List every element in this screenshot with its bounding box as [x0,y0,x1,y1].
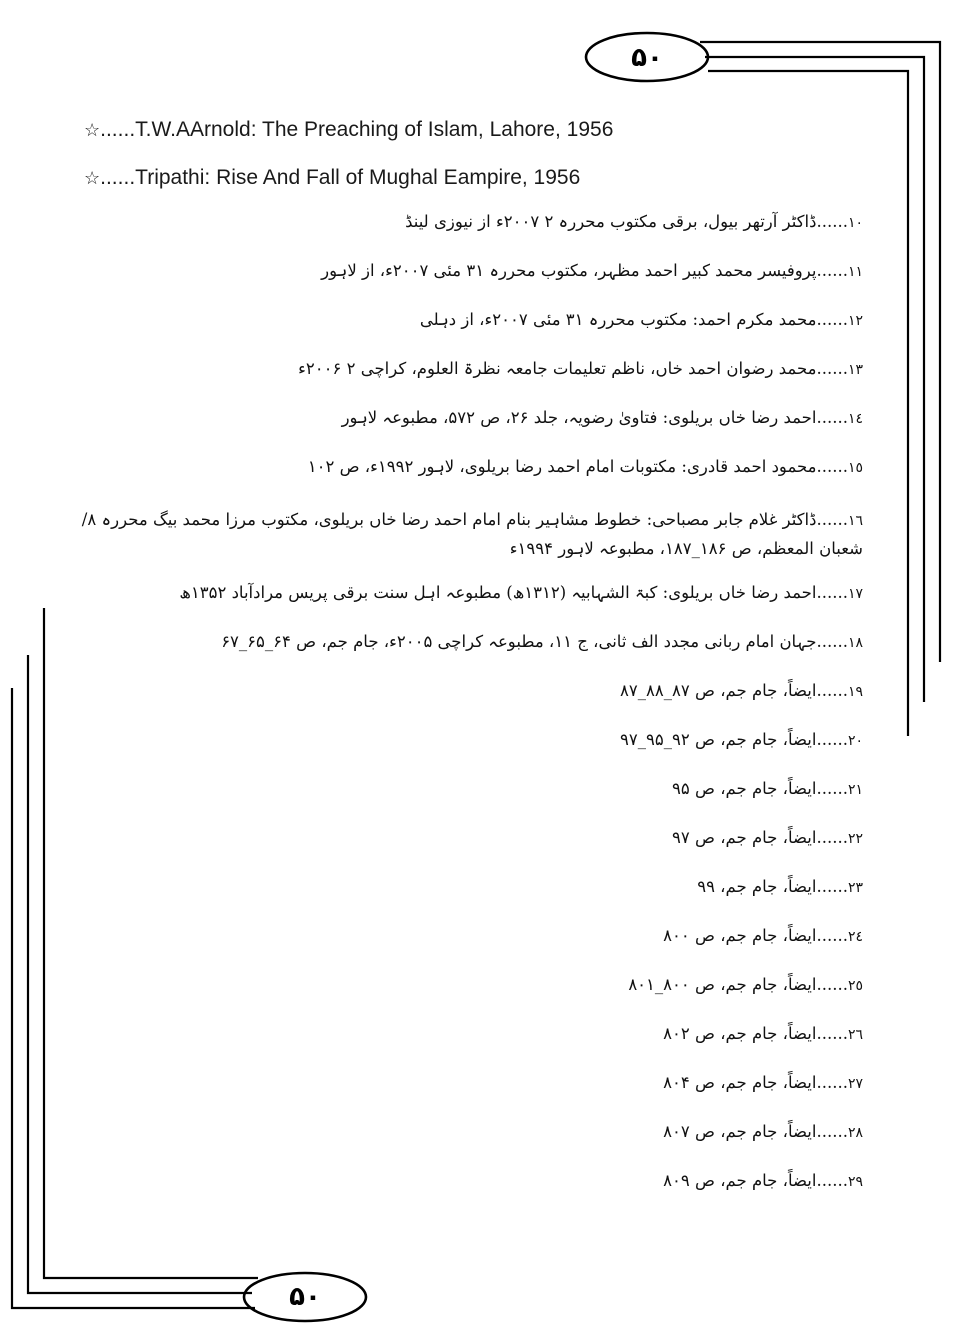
footnote-number: ١٠ [847,215,863,231]
page-number-bottom [250,1272,360,1322]
footnote: ١٥......محمود احمد قادری: مکتوبات امام احمد رضا بریلوی، لاہور ۱۹۹۲ء، ص ۱۰۲ [307,457,863,476]
footnote: ٢٣......ایضاً، جام جم، ۹۹ [697,877,863,896]
reference-text: Tripathi: Rise And Fall of Mughal Eampire, 1956 [135,166,581,189]
footnote-text: ایضاً، جام جم، ص ۸۰۰_۸۰۱ [628,975,817,994]
footnote: ١٨......جہان امام ربانی مجدد الف ثانی، ج ۱۱، مطبوعہ کراچی ۲۰۰۵ء، جام جم، ص ۶۴_۶۵_۶۷ [221,632,863,651]
footnote-number: ١٤ [847,411,863,427]
leader-dots: ...... [100,118,136,141]
english-reference [84,166,784,190]
footnote-text: ایضاً، جام جم، ص ۸۰۹ [663,1171,817,1190]
footnote: ٢٢......ایضاً، جام جم، ص ۹۷ [672,828,863,847]
footnote-text: ایضاً، جام جم، ص ۸۰۴ [663,1073,817,1092]
footnote-text: ڈاکٹر غلام جابر مصباحی: خطوط مشاہیر بنام امام احمد رضا خاں بریلوی، مکتوب مرزا محمد بیگ محررہ ۸/ شعبان المعظم، ص ۱۸۶_۱۸۷، مطبوعہ لاہور ۱۹۹۴ء [81,510,863,558]
footnote-number: ١٣ [847,362,863,378]
footnote: ١٩......ایضاً، جام جم، ص ۸۷_۸۸_۸۷ [620,681,863,700]
footnote-number: ١٩ [847,684,863,700]
footnote-text: ایضاً، جام جم، ص ۸۰۲ [663,1024,817,1043]
footnote: ٢٧......ایضاً، جام جم، ص ۸۰۴ [663,1073,863,1092]
reference-text: T.W.AArnold: The Preaching of Islam, Lahore, 1956 [135,118,614,141]
footnote-number: ٢٠ [847,733,863,749]
footnote-number: ٢٨ [847,1125,863,1141]
footnote-number: ٢٣ [847,880,863,896]
footnote-number: ٢٩ [847,1174,863,1190]
footnote: ١٤......احمد رضا خاں بریلوی: فتاویٰ رضویہ، جلد ۲۶، ص ۵۷۲، مطبوعہ لاہور [341,408,863,427]
footnote-text: محمد رضوان احمد خاں، ناظم تعلیمات جامعہ نظرۃ العلوم، کراچی ۲ ۲۰۰۶ء [298,359,817,378]
footnote-text: محمد مکرم احمد: مکتوب محررہ ۳۱ مئی ۲۰۰۷ء، از دہلی [419,310,817,329]
footnote: ١٢......محمد مکرم احمد: مکتوب محررہ ۳۱ مئی ۲۰۰۷ء، از دہلی [419,310,863,329]
footnote-text: ایضاً، جام جم، ص ۸۷_۸۸_۸۷ [620,681,817,700]
footnote: ١٧......احمد رضا خاں بریلوی: کبۃ الشہابیہ (۱۳۱۲ھ) مطبوعہ اہل سنت برقی پریس مرادآباد ۱۳۵۲ھ [179,583,863,602]
footnote-text: ڈاکٹر آرتھر بیول، برقی مکتوب محررہ ۲ ۲۰۰۷ء از نیوزی لینڈ [405,212,817,231]
star-icon: ☆ [84,168,101,188]
footnote-text: ایضاً، جام جم، ص ۹۷ [672,828,817,847]
footnote-number: ١٢ [847,313,863,329]
footnote: ٢١......ایضاً، جام جم، ص ۹۵ [672,779,863,798]
footnote-number: ٢٢ [847,831,863,847]
footnote: ١٠......ڈاکٹر آرتھر بیول، برقی مکتوب محررہ ۲ ۲۰۰۷ء از نیوزی لینڈ [405,212,863,231]
footnote-number: ١٧ [847,586,863,602]
footnote: ٢٨......ایضاً، جام جم، ص ۸۰۷ [663,1122,863,1141]
footnote: ٢٤......ایضاً، جام جم، ص ۸۰۰ [663,926,863,945]
footnote: ٢٠......ایضاً، جام جم، ص ۹۲_۹۵_۹۷ [620,730,863,749]
footnote-number: ١١ [847,264,863,280]
footnote-number: ١٥ [847,460,863,476]
leader-dots: ...... [100,166,136,189]
footnote-number: ٢٧ [847,1076,863,1092]
footnote-text: ایضاً، جام جم، ص ۹۲_۹۵_۹۷ [620,730,817,749]
footnote: ٢٦......ایضاً، جام جم، ص ۸۰۲ [663,1024,863,1043]
footnote: ٢٥......ایضاً، جام جم، ص ۸۰۰_۸۰۱ [628,975,863,994]
footnote-number: ٢٤ [847,929,863,945]
footnote: ١٦......ڈاکٹر غلام جابر مصباحی: خطوط مشاہیر بنام امام احمد رضا خاں بریلوی، مکتوب مرزا محمد بیگ محررہ ۸/ شعبان المعظم، ص ۱۸۶_۱۸۷، مطبوعہ لاہور ۱۹۹۴ء [81,510,863,558]
english-reference [84,118,784,142]
footnote-text: محمود احمد قادری: مکتوبات امام احمد رضا بریلوی، لاہور ۱۹۹۲ء، ص ۱۰۲ [307,457,817,476]
footnote-text: احمد رضا خاں بریلوی: فتاویٰ رضویہ، جلد ۲۶، ص ۵۷۲، مطبوعہ لاہور [341,408,817,427]
footnote-number: ١٨ [847,635,863,651]
footnote-text: احمد رضا خاں بریلوی: کبۃ الشہابیہ (۱۳۱۲ھ) مطبوعہ اہل سنت برقی پریس مرادآباد ۱۳۵۲ھ [179,583,817,602]
page-number-top-text: ۵۰ [631,43,663,73]
footnote-text: پروفیسر محمد کبیر احمد مظہر، مکتوب محررہ ۳۱ مئی ۲۰۰۷ء، از لاہور [321,261,817,280]
footnote-number: ٢٥ [847,978,863,994]
footnote-text: ایضاً، جام جم، ص ۸۰۷ [663,1122,817,1141]
footnote: ١١......پروفیسر محمد کبیر احمد مظہر، مکتوب محررہ ۳۱ مئی ۲۰۰۷ء، از لاہور [321,261,863,280]
footnotes-list [63,212,863,1220]
page-number-bottom-text: ۵۰ [289,1282,321,1312]
footnote-text: ایضاً، جام جم، ص ۸۰۰ [663,926,817,945]
footnote: ٢٩......ایضاً، جام جم، ص ۸۰۹ [663,1171,863,1190]
footnote-number: ٢١ [847,782,863,798]
footnote-number: ١٦ [847,513,863,529]
page-number-top [592,33,702,83]
star-icon: ☆ [84,120,101,140]
footnote-text: جہان امام ربانی مجدد الف ثانی، ج ۱۱، مطبوعہ کراچی ۲۰۰۵ء، جام جم، ص ۶۴_۶۵_۶۷ [221,632,817,651]
footnote-text: ایضاً، جام جم، ۹۹ [697,877,817,896]
footnote-text: ایضاً، جام جم، ص ۹۵ [672,779,817,798]
footnote-number: ٢٦ [847,1027,863,1043]
footnote: ١٣......محمد رضوان احمد خاں، ناظم تعلیمات جامعہ نظرۃ العلوم، کراچی ۲ ۲۰۰۶ء [298,359,863,378]
